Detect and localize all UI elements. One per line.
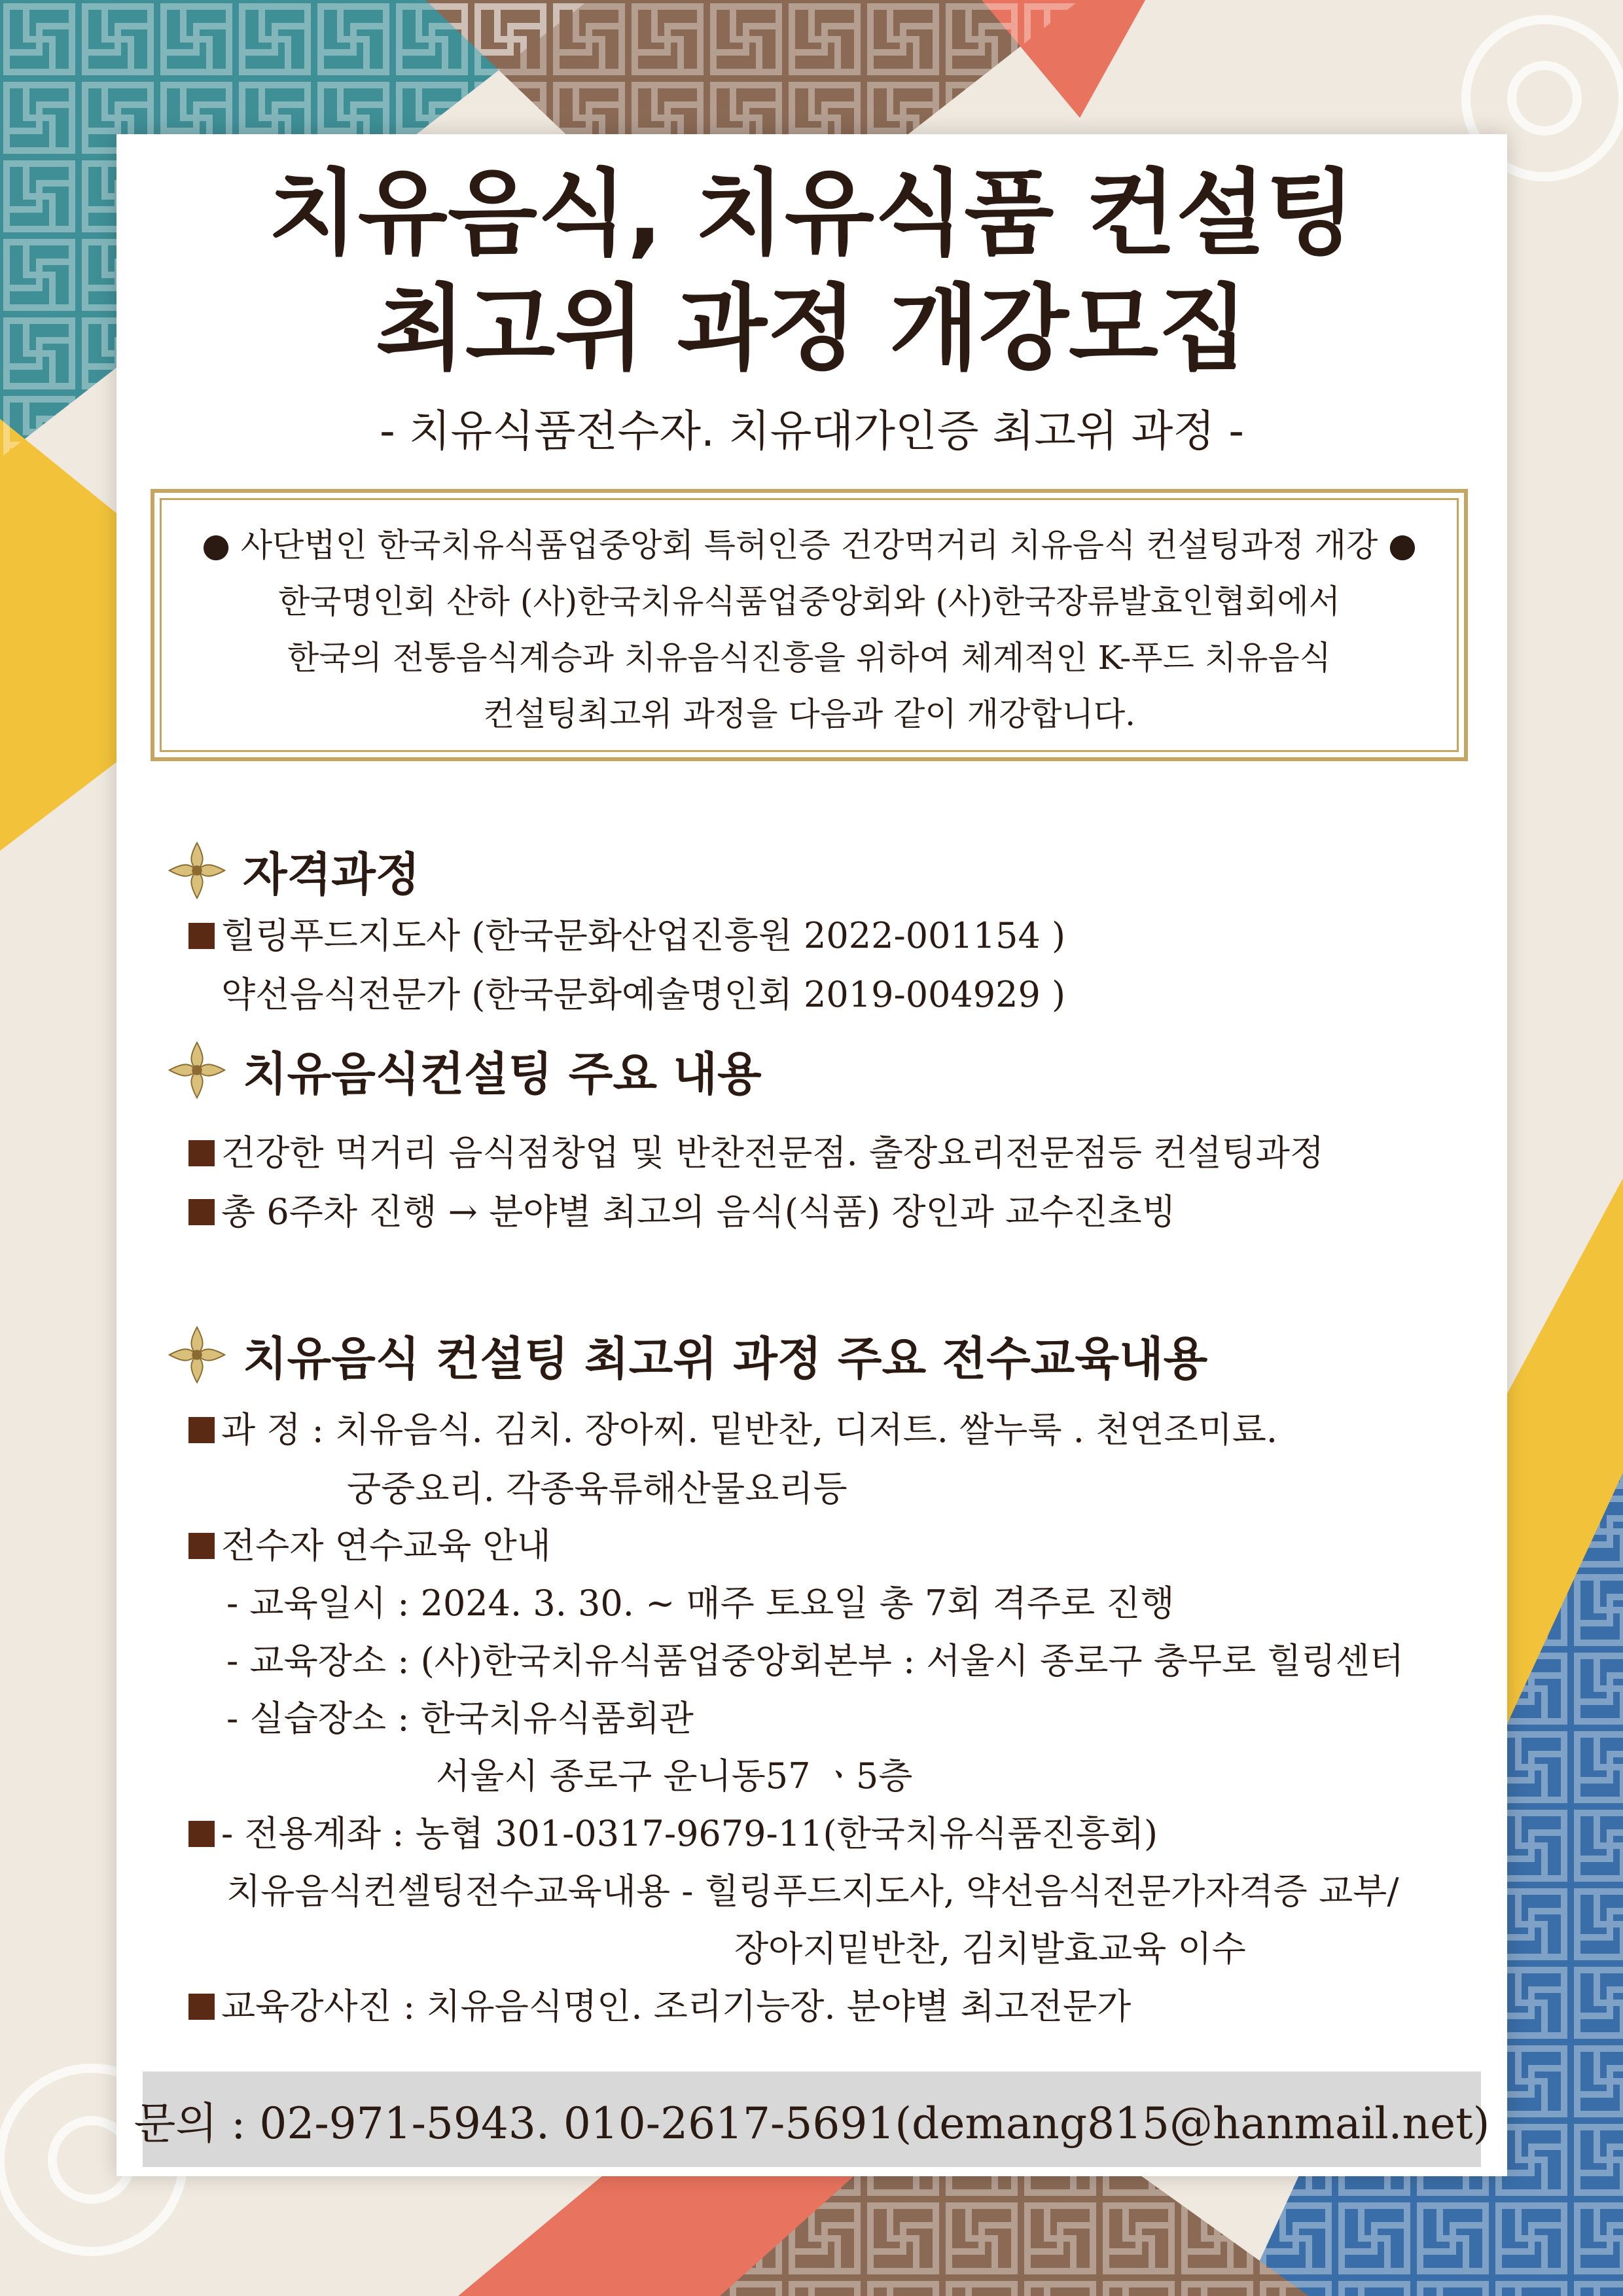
flower-ornament-icon [166, 1323, 228, 1386]
square-bullet-icon [188, 1199, 215, 1225]
notice-line: 한국의 전통음식계승과 치유음식진흥을 위하여 체계적인 K-푸드 치유음식 [287, 639, 1331, 677]
list-item: 서울시 종로구 운니동57 ㆍ5층 [436, 1755, 913, 1797]
list-item: 건강한 먹거리 음식점창업 및 반찬전문점. 출장요리전문점등 컨설팅과정 [188, 1130, 1324, 1176]
list-item: 교육강사진 : 치유음식명인. 조리기능장. 분야별 최고전문가 [188, 1984, 1131, 2030]
section-title: 치유음식컨설팅 주요 내용 [243, 1047, 762, 1101]
list-item: 과 정 : 치유음식. 김치. 장아찌. 밑반찬, 디저트. 쌀누룩 . 천연조미료. [188, 1407, 1277, 1453]
list-item: 약선음식전문가 (한국문화예술명인회 2019-004929 ) [221, 974, 1066, 1015]
list-item: 총 6주차 진행 → 분야별 최고의 음식(식품) 장인과 교수진초빙 [188, 1189, 1176, 1235]
notice-inner [160, 498, 1459, 752]
square-bullet-icon [188, 923, 215, 949]
contact-text: 문의 : 02-971-5943. 010-2617-5691(demang815@hanmail.net) [134, 2098, 1490, 2149]
list-item: 힐링푸드지도사 (한국문화산업진흥원 2022-001154 ) [188, 913, 1065, 959]
title-line-2: 최고위 과정 개강모집 [375, 275, 1249, 383]
contact-bar [134, 2072, 1490, 2167]
notice-line: 컨설팅최고위 과정을 다음과 같이 개강합니다. [482, 695, 1136, 733]
list-item: 궁중요리. 각종육류해산물요리등 [347, 1468, 847, 1509]
flower-ornament-icon [166, 1039, 228, 1102]
square-bullet-icon [188, 1417, 215, 1443]
poster-card [116, 134, 1507, 2176]
list-item: 장아지밑반찬, 김치발효교육 이수 [734, 1928, 1246, 1969]
section-curriculum-heading [166, 1319, 1207, 1391]
notice-line: 한국명인회 산하 (사)한국치유식품업중앙회와 (사)한국장류발효인협회에서 [277, 583, 1340, 620]
flower-ornament-icon [166, 839, 228, 902]
section-consulting-heading [166, 1034, 762, 1106]
list-item: - 교육장소 : (사)한국치유식품업중앙회본부 : 서울시 종로구 충무로 힐링센터 [226, 1640, 1404, 1681]
list-item: 전수자 연수교육 안내 [188, 1523, 551, 1569]
section-title: 치유음식 컨설팅 최고위 과정 주요 전수교육내용 [243, 1331, 1208, 1386]
section-title: 자격과정 [243, 847, 420, 901]
subtitle: - 치유식품전수자. 치유대가인증 최고위 과정 - [379, 406, 1245, 456]
list-item: - 실습장소 : 한국치유식품회관 [226, 1698, 694, 1739]
section-qualification-heading [166, 834, 419, 906]
notice-line: ● 사단법인 한국치유식품업중앙회 특허인증 건강먹거리 치유음식 컨설팅과정 개강 ● [202, 526, 1417, 564]
list-item: - 전용계좌 : 농협 301-0317-9679-11(한국치유식품진흥회) [188, 1811, 1158, 1857]
square-bullet-icon [188, 1140, 215, 1166]
list-item: - 교육일시 : 2024. 3. 30. ~ 매주 토요일 총 7회 격주로 진행 [226, 1583, 1175, 1624]
square-bullet-icon [188, 1821, 215, 1847]
square-bullet-icon [188, 1533, 215, 1559]
title-line-1: 치유음식, 치유식품 컨설팅 [268, 160, 1356, 268]
square-bullet-icon [188, 1994, 215, 2020]
notice-box [151, 489, 1468, 761]
list-item: 치유음식컨셀팅전수교육내용 - 힐링푸드지도사, 약선음식전문가자격증 교부/ [226, 1871, 1399, 1912]
